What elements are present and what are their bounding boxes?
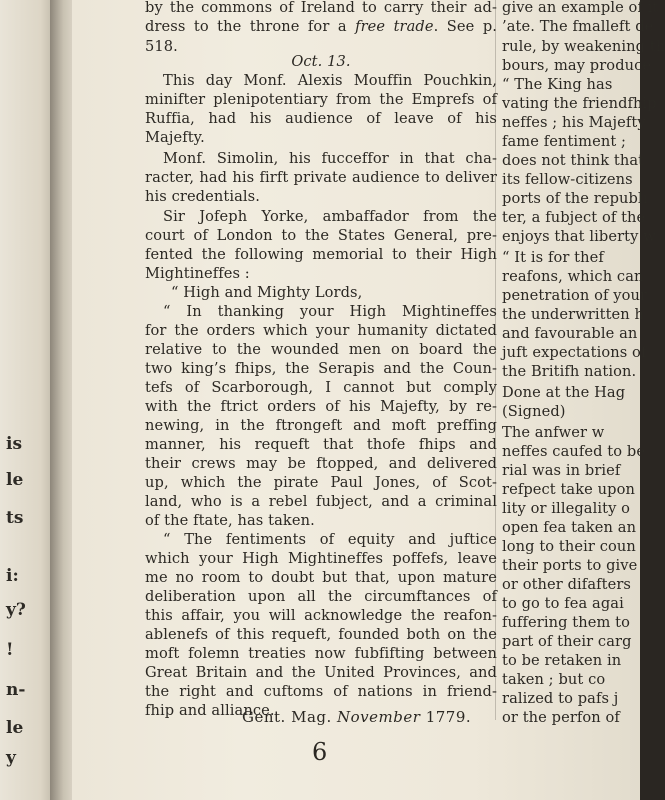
text-line: or the perfon of [502, 709, 620, 726]
text-line: the Britifh nation. [502, 363, 637, 380]
text-line: which your High Mightineffes poffefs, leave [145, 550, 497, 567]
text-line: 518. [145, 38, 178, 55]
text-line: enjoys that liberty w [502, 228, 656, 245]
text-line: rial was in brief [502, 462, 621, 479]
left-page-fragment: y [6, 748, 16, 768]
left-page-fragment: le [6, 470, 24, 490]
text-line: newing, in the ftrongeft and moft preffing [145, 417, 497, 434]
text-line: ter, a fubject of the [502, 209, 646, 226]
text-line: manner, his requeft that thofe fhips and [145, 436, 497, 453]
text-line: tefs of Scarborough, I cannot but comply [145, 379, 497, 396]
text-line: of the ftate, has taken. [145, 512, 315, 529]
text-line: rule, by weakening th [502, 38, 665, 55]
text-line: part of their carg [502, 633, 632, 650]
text-line: racter, had his firft private audience to deliver [145, 169, 497, 186]
text-line: minifter plenipotentiary from the Emprefs of [145, 91, 497, 108]
left-page-fragment: ts [6, 508, 24, 528]
text-line: Mightineffes : [145, 265, 250, 282]
text-line: to be retaken in [502, 652, 622, 669]
text-line: penetration of your [502, 287, 648, 304]
left-page-fragment: y? [6, 600, 26, 620]
text-line: by the commons of Ireland to carry their ad- [145, 0, 497, 16]
text-line: Monf. Simolin, his fucceffor in that cha- [163, 150, 497, 167]
text-line: deliberation upon all the circumftances of [145, 588, 497, 605]
text-line: long to their coun [502, 538, 636, 555]
text-line: refpect take upon [502, 481, 635, 498]
text-line: bours, may produce [502, 57, 652, 74]
text-line: give an example of it [502, 0, 659, 16]
text-line: ports of the republi [502, 190, 648, 207]
text-line: two king’s fhips, the Serapis and the Coun- [145, 360, 497, 377]
newspaper-page [72, 0, 665, 800]
left-page-fragment: is [6, 434, 23, 454]
text-line: “ The fentiments of equity and juftice [163, 531, 497, 548]
text-line: juft expectations of [502, 344, 647, 361]
text-line: “ High and Mighty Lords, [171, 284, 363, 301]
text-line: neffes caufed to be [502, 443, 646, 460]
text-line: taken ; but co [502, 671, 606, 688]
text-line: Great Britain and the United Provinces, and [145, 664, 497, 681]
text-line: me no room to doubt but that, upon mature [145, 569, 497, 586]
text-line: Majefty. [145, 129, 205, 146]
text-line: for the orders which your humanity dictated [145, 322, 497, 339]
text-line: “ In thanking your High Mightineffes [163, 303, 497, 320]
text-line: lity or illegality o [502, 500, 631, 517]
column-rule [495, 0, 496, 720]
text-line: ralized to pafs j [502, 690, 619, 707]
text-line: fented the following memorial to their High [145, 246, 497, 263]
text-line: Done at the Hag [502, 384, 626, 401]
text-line: Sir Jofeph Yorke, ambaffador from the [163, 208, 497, 225]
text-line: “ The King has [502, 76, 613, 93]
text-line: (Signed) [502, 403, 566, 420]
text-line: court of London to the States General, pre- [145, 227, 497, 244]
text-line: “ It is for thef [502, 249, 604, 266]
text-line: reafons, which can [502, 268, 644, 285]
text-line: vating the friendfhip [502, 95, 657, 112]
text-line: dress to the throne for a free trade. See p. [145, 18, 498, 35]
left-page-fragment: le [6, 718, 24, 738]
text-line: fame fentiment ; [502, 133, 627, 150]
text-line: This day Monf. Alexis Mouffin Pouchkin, [163, 72, 497, 89]
left-page-fragment: n- [6, 680, 26, 700]
text-line: fuffering them to [502, 614, 630, 631]
text-line: fhip and alliance. [145, 702, 275, 719]
text-line: ablenefs of this requeft, founded both on the [145, 626, 497, 643]
text-line: to go to fea agai [502, 595, 624, 612]
text-line: up, which the pirate Paul Jones, of Scot- [145, 474, 497, 491]
text-line: land, who is a rebel fubject, and a criminal [145, 493, 497, 510]
text-line: ’ate. The fmalleft de [502, 18, 654, 35]
text-line: the right and cuftoms of nations in friend- [145, 683, 497, 700]
text-line: this affair, you will acknowledge the reafon- [145, 607, 497, 624]
left-page-fragment: ! [6, 640, 14, 660]
left-page-fragment: i: [6, 566, 19, 586]
page-footer: Gent. Mag. November 1779. [242, 708, 472, 726]
page-number: 6 [312, 738, 328, 766]
text-line: with the ftrict orders of his Majefty, by re- [145, 398, 497, 415]
text-line: relative to the wounded men on board the [145, 341, 497, 358]
text-line: the underwritten h [502, 306, 645, 323]
text-line: neffes ; his Majefty [502, 114, 646, 131]
text-line: or other difafters [502, 576, 631, 593]
text-line: Oct. 13. [291, 53, 351, 70]
text-line: open fea taken an [502, 519, 637, 536]
text-line: The anfwer w [502, 424, 605, 441]
text-line: his credentials. [145, 188, 260, 205]
text-line: Ruffia, had his audience of leave of his [145, 110, 497, 127]
text-line: does not think that [502, 152, 645, 169]
text-line: moft folemn treaties now fubfifting between [145, 645, 497, 662]
text-line: their ports to give [502, 557, 638, 574]
text-line: their crews may be ftopped, and delivered [145, 455, 497, 472]
text-line: and favourable an [502, 325, 638, 342]
text-line: its fellow-citizens [502, 171, 633, 188]
